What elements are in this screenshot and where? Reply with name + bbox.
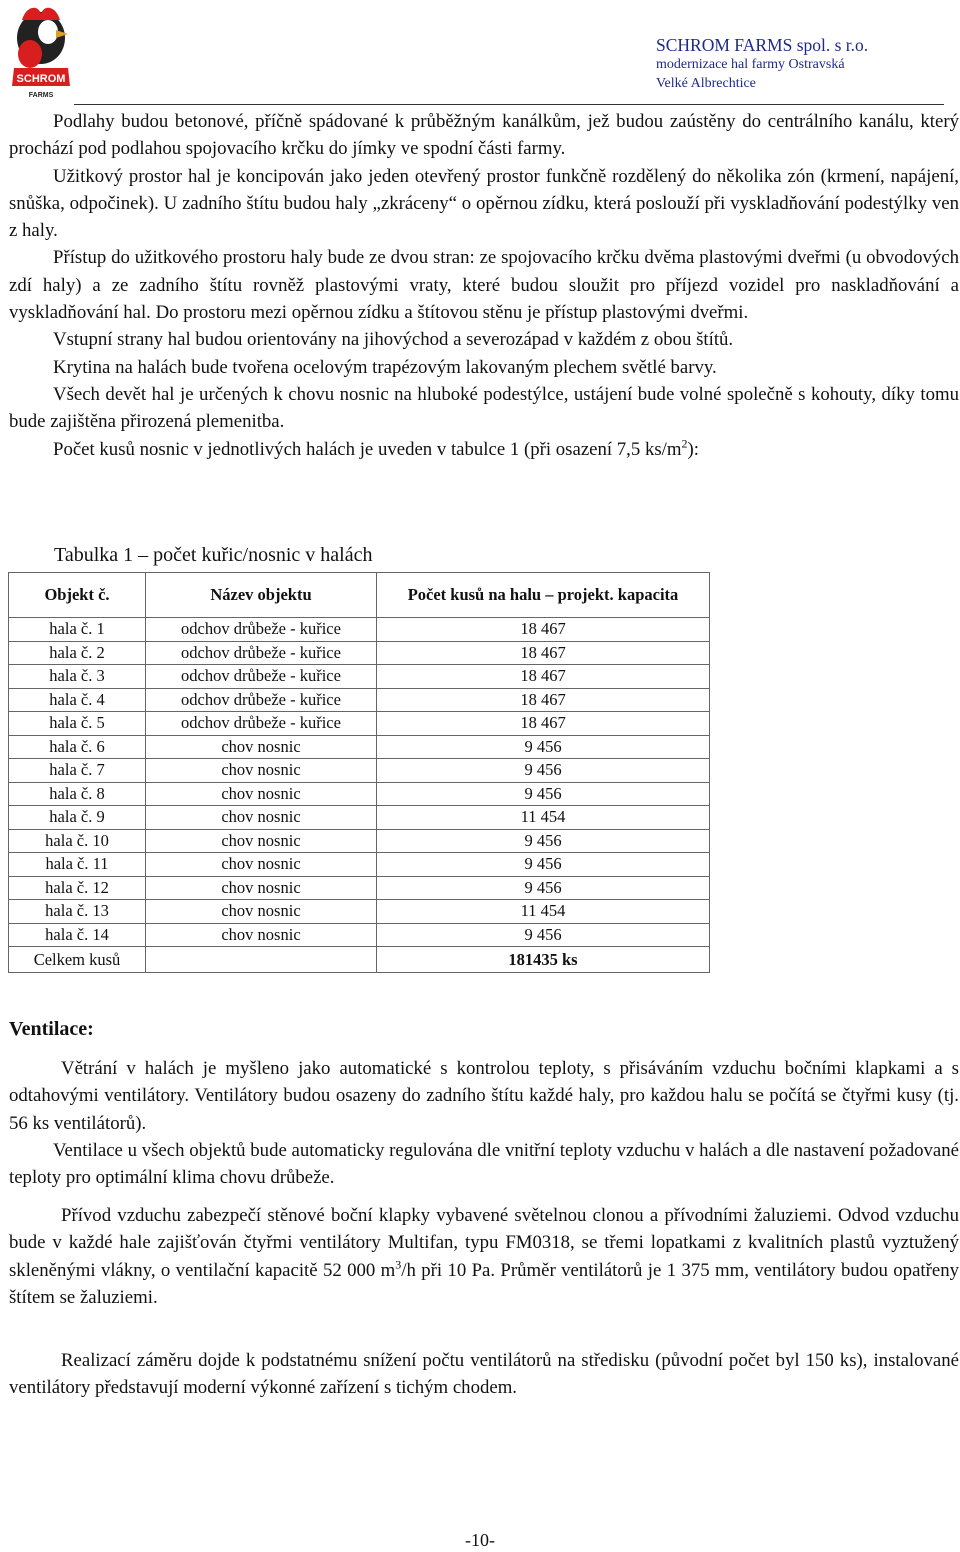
table-row bbox=[9, 759, 710, 783]
cell-name: chov nosnic bbox=[146, 923, 377, 947]
cell-name: chov nosnic bbox=[146, 900, 377, 924]
cell-object: hala č. 7 bbox=[9, 759, 146, 783]
paragraph: Větrání v halách je myšleno jako automatické s kontrolou teploty, s přisáváním vzduchu bočními klapkami a s odtahovými ventilátory. Ventilátory budou osazeny do zadního štítu každé haly, pro každou halu se počítá se čtyřmi kusy (tj. 56 ks ventilátorů). bbox=[9, 1058, 959, 1134]
table-header-row bbox=[9, 573, 710, 618]
cell-object: hala č. 3 bbox=[9, 665, 146, 689]
table-body bbox=[9, 618, 710, 973]
hall-capacity-table bbox=[8, 572, 710, 973]
total-label: Celkem kusů bbox=[9, 947, 146, 973]
cell-name: chov nosnic bbox=[146, 782, 377, 806]
cell-name: odchov drůbeže - kuřice bbox=[146, 665, 377, 689]
body-text-ventilation-2 bbox=[9, 1202, 959, 1311]
company-logo bbox=[8, 4, 74, 104]
cell-count: 9 456 bbox=[377, 759, 710, 783]
cell-name: odchov drůbeže - kuřice bbox=[146, 688, 377, 712]
body-text-top bbox=[9, 108, 959, 463]
table-row bbox=[9, 923, 710, 947]
cell-name: chov nosnic bbox=[146, 853, 377, 877]
paragraph: Užitkový prostor hal je koncipován jako jeden otevřený prostor funkčně rozdělený do několika zón (krmení, napájení, snůška, odpočinek). U zadního štítu budou haly „zkráceny“ o opěrnou zídku, která poslouží při vyskladňování podestýlky ven z haly. bbox=[9, 165, 959, 242]
cell-count: 18 467 bbox=[377, 712, 710, 736]
total-empty bbox=[146, 947, 377, 973]
paragraph: Krytina na halách bude tvořena ocelovým trapézovým lakovaným plechem světlé barvy. bbox=[53, 356, 717, 378]
cell-name: chov nosnic bbox=[146, 759, 377, 783]
cell-name: chov nosnic bbox=[146, 876, 377, 900]
column-header: Název objektu bbox=[146, 573, 377, 618]
table-row bbox=[9, 806, 710, 830]
cell-count: 18 467 bbox=[377, 641, 710, 665]
cell-name: chov nosnic bbox=[146, 829, 377, 853]
paragraph: Realizací záměru dojde k podstatnému snížení počtu ventilátorů na středisku (původní počet byl 150 ks), instalované ventilátory představují moderní výkonné zařízení s tichým chodem. bbox=[9, 1350, 959, 1399]
cell-count: 9 456 bbox=[377, 853, 710, 877]
table-row bbox=[9, 829, 710, 853]
body-text-ventilation-3 bbox=[9, 1347, 959, 1402]
table-row bbox=[9, 900, 710, 924]
project-place: Velké Albrechtice bbox=[656, 76, 756, 91]
cell-count: 9 456 bbox=[377, 735, 710, 759]
paragraph: Všech devět hal je určených k chovu nosnic na hluboké podestýlce, ustájení bude volné společně s kohouty, díky tomu bude zajištěna přirozená plemenitba. bbox=[9, 383, 959, 433]
count-sentence: Počet kusů nosnic v jednotlivých halách je uveden v tabulce 1 (při osazení 7,5 $ks/m^2$): bbox=[53, 436, 699, 460]
paragraph: Přístup do užitkového prostoru haly bude ze dvou stran: ze spojovacího krčku dvěma plastovými dveřmi (u obvodových zdí haly) a ze zadního štítu rovněž plastovými vraty, které budou sloužit pro příjezd vozidel pro naskladňování a vyskladňování hal. Do prostoru mezi opěrnou zídku a štítovou stěnu je přístup plastovými dveřmi. bbox=[9, 247, 959, 324]
cell-object: hala č. 2 bbox=[9, 641, 146, 665]
cell-object: hala č. 13 bbox=[9, 900, 146, 924]
table-row bbox=[9, 665, 710, 689]
table-row bbox=[9, 782, 710, 806]
table-row bbox=[9, 712, 710, 736]
table-caption: Tabulka 1 – počet kuřic/nosnic v halách bbox=[54, 544, 373, 566]
cell-count: 18 467 bbox=[377, 618, 710, 642]
cell-object: hala č. 8 bbox=[9, 782, 146, 806]
cell-object: hala č. 5 bbox=[9, 712, 146, 736]
cell-name: odchov drůbeže - kuřice bbox=[146, 618, 377, 642]
cell-name: chov nosnic bbox=[146, 735, 377, 759]
cell-count: 11 454 bbox=[377, 806, 710, 830]
paragraph: Vstupní strany hal budou orientovány na jihovýchod a severozápad v každém z obou štítů. bbox=[53, 329, 734, 351]
svg-text:SCHROM: SCHROM bbox=[16, 73, 66, 85]
cell-count: 18 467 bbox=[377, 665, 710, 689]
cell-count: 9 456 bbox=[377, 829, 710, 853]
company-name: SCHROM FARMS spol. s r.o. bbox=[656, 35, 869, 55]
table-row bbox=[9, 618, 710, 642]
section-title-ventilation: Ventilace: bbox=[9, 1018, 94, 1040]
cell-object: hala č. 12 bbox=[9, 876, 146, 900]
table-row bbox=[9, 641, 710, 665]
column-header: Objekt č. bbox=[9, 573, 146, 618]
svg-text:FARMS: FARMS bbox=[28, 92, 54, 99]
cell-count: 18 467 bbox=[377, 688, 710, 712]
table-row bbox=[9, 688, 710, 712]
header-divider bbox=[74, 104, 944, 105]
body-text-ventilation bbox=[9, 1055, 959, 1191]
project-name: modernizace hal farmy Ostravská bbox=[656, 57, 845, 72]
cell-object: hala č. 1 bbox=[9, 618, 146, 642]
paragraph: Ventilace u všech objektů bude automaticky regulována dle vnitřní teploty vzduchu v halách a dle nastavení požadované teploty pro optimální klima chovu drůbeže. bbox=[9, 1139, 959, 1189]
cell-object: hala č. 10 bbox=[9, 829, 146, 853]
table-row bbox=[9, 876, 710, 900]
page-number: -10- bbox=[465, 1530, 495, 1550]
cell-object: hala č. 11 bbox=[9, 853, 146, 877]
cell-object: hala č. 9 bbox=[9, 806, 146, 830]
cell-name: odchov drůbeže - kuřice bbox=[146, 641, 377, 665]
cell-object: hala č. 4 bbox=[9, 688, 146, 712]
cell-name: odchov drůbeže - kuřice bbox=[146, 712, 377, 736]
column-header: Počet kusů na halu – projekt. kapacita bbox=[377, 573, 710, 618]
company-header bbox=[656, 36, 956, 93]
cell-count: 9 456 bbox=[377, 923, 710, 947]
cell-count: 9 456 bbox=[377, 782, 710, 806]
total-value: 181435 ks bbox=[377, 947, 710, 973]
paragraph: Podlahy budou betonové, příčně spádované k průběžným kanálkům, jež budou zaústěny do centrálního kanálu, který prochází pod podlahou spojovacího krčku do jímky ve spodní části farmy. bbox=[9, 111, 959, 160]
cell-count: 9 456 bbox=[377, 876, 710, 900]
cell-name: chov nosnic bbox=[146, 806, 377, 830]
cell-count: 11 454 bbox=[377, 900, 710, 924]
paragraph: Přívod vzduchu zabezpečí stěnové boční klapky vybavené světelnou clonou a přívodními žaluziemi. Odvod vzduchu bude v každé hale zajišťován čtyřmi ventilátory Multifan, typu FM0318, se třemi lopatkami z kvalitních plastů vyztužený skleněnými vlákny, o ventilační kapacitě 52 000 $m^3/h$ při 10 Pa. Průměr ventilátorů je 1 375 mm, ventilátory budou opatřeny štítem se žaluziemi. bbox=[9, 1205, 959, 1308]
table-total-row bbox=[9, 947, 710, 973]
table-row bbox=[9, 853, 710, 877]
table-row bbox=[9, 735, 710, 759]
cell-object: hala č. 6 bbox=[9, 735, 146, 759]
cell-object: hala č. 14 bbox=[9, 923, 146, 947]
